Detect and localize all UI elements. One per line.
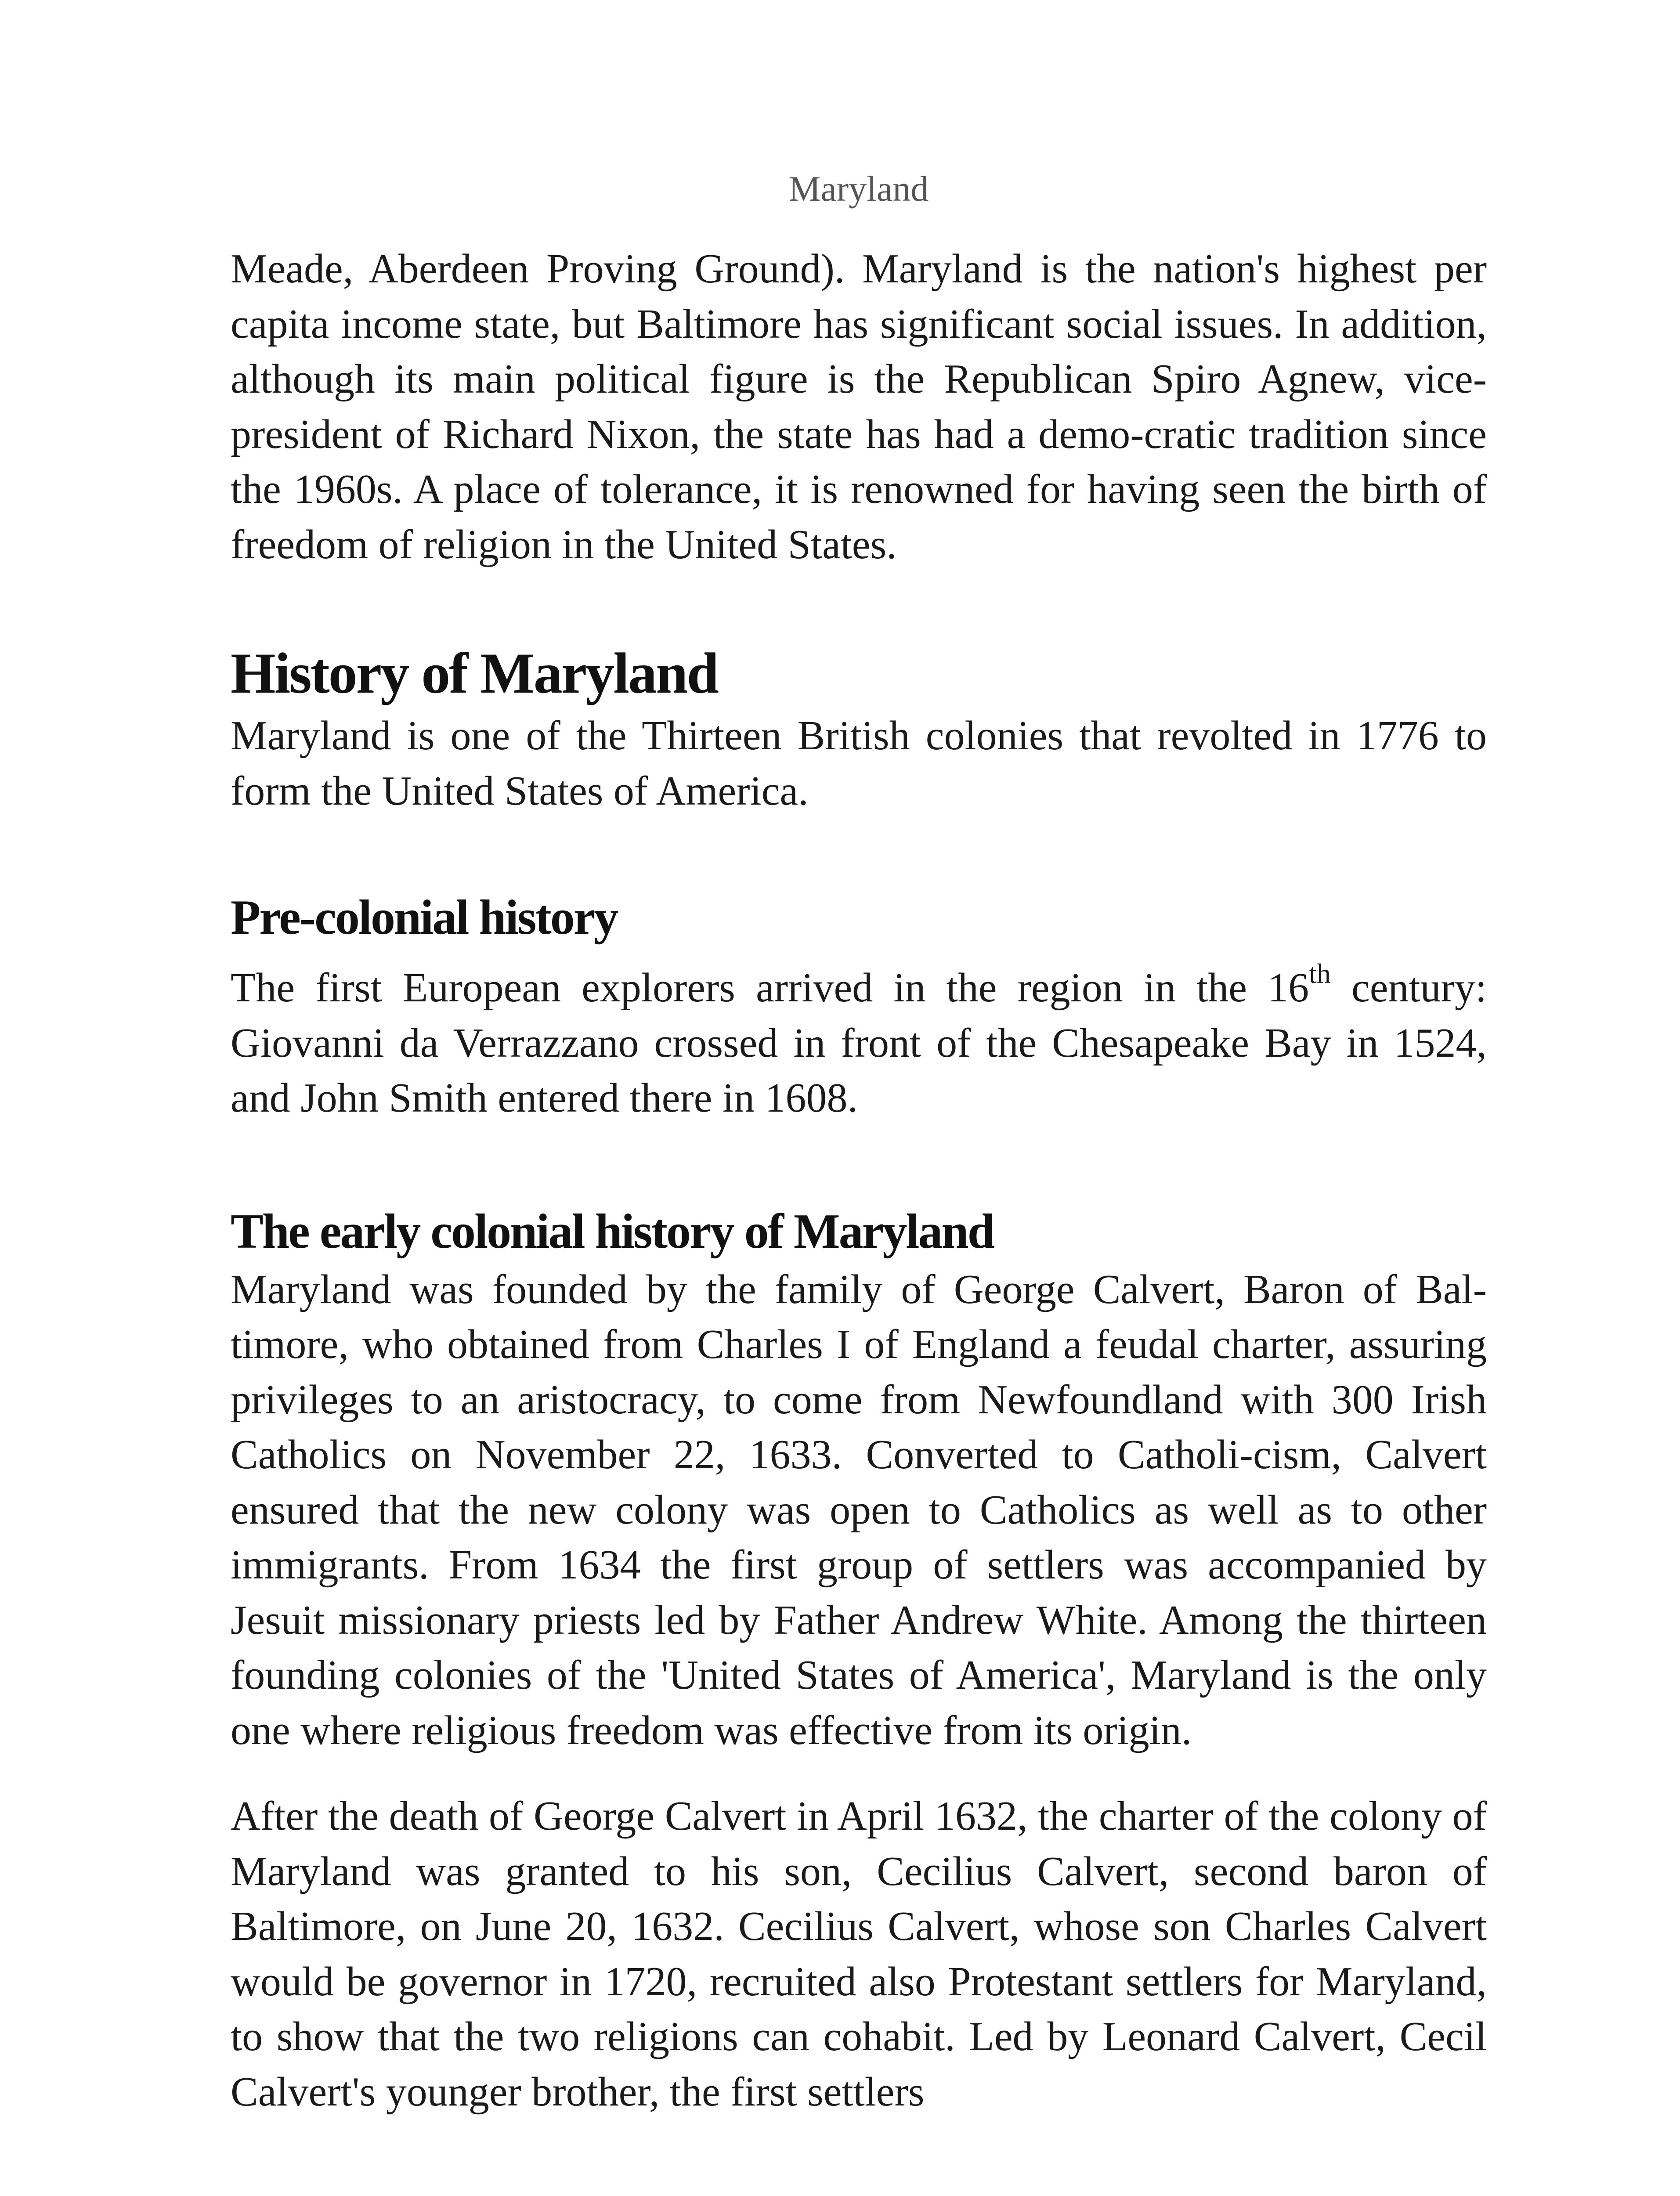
precolonial-text-start: The first European explorers arrived in the region in the 16 bbox=[231, 965, 1309, 1011]
intro-paragraph: Meade, Aberdeen Proving Ground). Maryland is the nation's highest per capita income state, but Baltimore has significant social issues. In addition, although its main political figure is the Republican Spiro Agnew, vice-president of Richard Nixon, the state has had a demo-cratic tradition since the 1960s. A place of tolerance, it is renowned for having seen the birth of freedom of religion in the United States. bbox=[231, 246, 1487, 567]
early-colonial-heading: The early colonial history of Maryland bbox=[231, 1204, 994, 1259]
precolonial-text-end: century: Giovanni da Verrazzano crossed in front of the Chesapeake Bay in 1524, and John Smith entered there in 1608. bbox=[231, 965, 1487, 1121]
precolonial-paragraph bbox=[231, 957, 1487, 1126]
book-page bbox=[231, 167, 1487, 2120]
early-colonial-paragraph-2: After the death of George Calvert in April 1632, the charter of the colony of Maryland was granted to his son, Cecilius Calvert, second baron of Baltimore, on June 20, 1632. Cecilius Calvert, whose son Charles Calvert would be governor in 1720, recruited also Protestant settlers for Maryland, to show that the two religions can cohabit. Led by Leonard Calvert, Cecil Calvert's younger brother, the first settlers bbox=[231, 1793, 1487, 2115]
history-paragraph: Maryland is one of the Thirteen British colonies that revolted in 1776 to form the United States of America. bbox=[231, 713, 1487, 814]
running-head: Maryland bbox=[788, 169, 929, 209]
early-colonial-paragraph-1: Maryland was founded by the family of George Calvert, Baron of Bal-timore, who obtained from Charles I of England a feudal charter, assuring privileges to an aristocracy, to come from Newfoundland with 300 Irish Catholics on November 22, 1633. Converted to Catholi-cism, Calvert ensured that the new colony was open to Catholics as well as to other immigrants. From 1634 the first group of settlers was accompanied by Jesuit missionary priests led by Father Andrew White. Among the thirteen founding colonies of the 'United States of America', Maryland is the only one where religious freedom was effective from its origin. bbox=[231, 1266, 1487, 1753]
century-superscript: th bbox=[1309, 957, 1331, 989]
precolonial-heading: Pre-colonial history bbox=[231, 890, 618, 945]
history-heading: History of Maryland bbox=[231, 641, 718, 705]
